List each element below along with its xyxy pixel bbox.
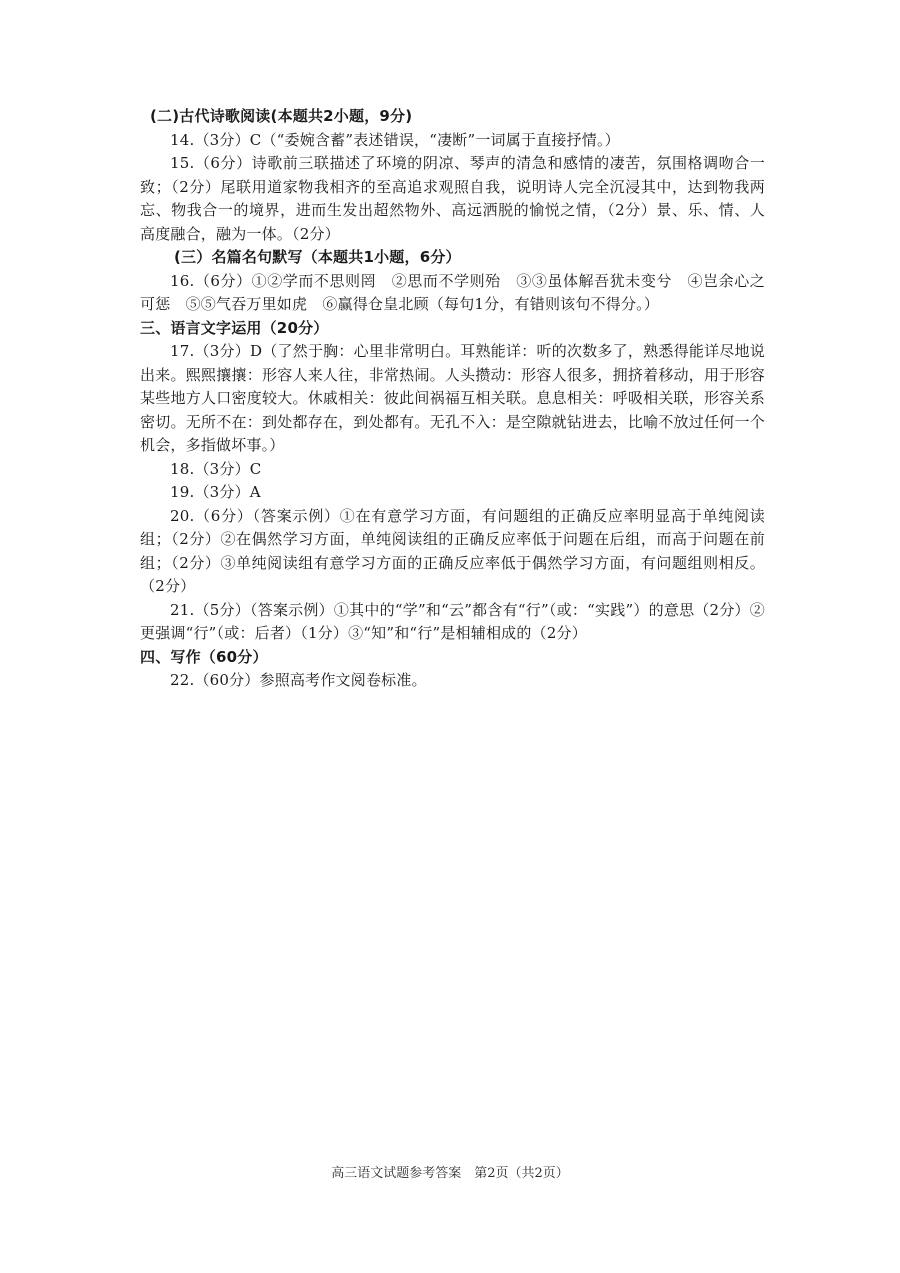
answer-17: 17.（3分）D（了然于胸：心里非常明白。耳熟能详：听的次数多了，熟悉得能详尽地说出来。熙熙攘攘：形容人来人往，非常热闹。人头攒动：形容人很多，拥挤着移动，用于形容某些地方人口密度较大。休戚相关：彼此间祸福互相关联。息息相关：呼吸相关联，形容关系密切。无所不在：到处都存在，到处都有。无孔不入：是空隙就钻进去，比喻不放过任何一个机会，多指做坏事。）	[140, 342, 765, 454]
answer-21: 21.（5分）（答案示例）①其中的“学”和“云”都含有“行”（或：“实践”）的意思（2分）②更强调“行”（或：后者）（1分）③“知”和“行”是相辅相成的（2分）	[140, 600, 765, 642]
poetry-section-heading: (二)古代诗歌阅读(本题共2小题，9分)	[150, 107, 413, 125]
language-section-heading: 三、语言文字运用（20分）	[140, 318, 329, 337]
answer-content	[140, 105, 765, 693]
answer-20: 20.（6分）（答案示例）①在有意学习方面，有问题组的正确反应率明显高于单纯阅读组；（2分）②在偶然学习方面，单纯阅读组的正确反应率低于问题在后组，而高于问题在前组；（2分）③单纯阅读组有意学习方面的正确反应率低于偶然学习方面，有问题组则相反。（2分）	[140, 506, 765, 595]
answer-19: 19.（3分）A	[170, 483, 261, 501]
answer-16: 16.（6分）①②学而不思则罔 ②思而不学则殆 ③③虽体解吾犹未变兮 ④岂余心之可惩 ⑤⑤气吞万里如虎 ⑥赢得仓皇北顾（每句1分，有错则该句不得分。）	[140, 271, 765, 313]
page-footer: 高三语文试题参考答案 第2页（共2页）	[331, 1166, 569, 1181]
writing-section-heading: 四、写作（60分）	[140, 647, 268, 666]
answer-14: 14.（3分）C（“委婉含蓄”表述错误，“凄断”一词属于直接抒情。）	[170, 130, 620, 149]
famous-lines-section-heading: (三）名篇名句默写（本题共1小题，6分）	[174, 248, 461, 266]
answer-15: 15.（6分）诗歌前三联描述了环境的阴凉、琴声的清急和感情的凄苦，氛围格调吻合一致；（2分）尾联用道家物我相齐的至高追求观照自我，说明诗人完全沉浸其中，达到物我两忘、物我合一的境界，进而生发出超然物外、高远洒脱的愉悦之情，（2分）景、乐、情、人高度融合，融为一体。（2分）	[140, 154, 765, 243]
answer-18: 18.（3分）C	[170, 459, 262, 478]
answer-22: 22.（60分）参照高考作文阅卷标准。	[170, 671, 427, 689]
